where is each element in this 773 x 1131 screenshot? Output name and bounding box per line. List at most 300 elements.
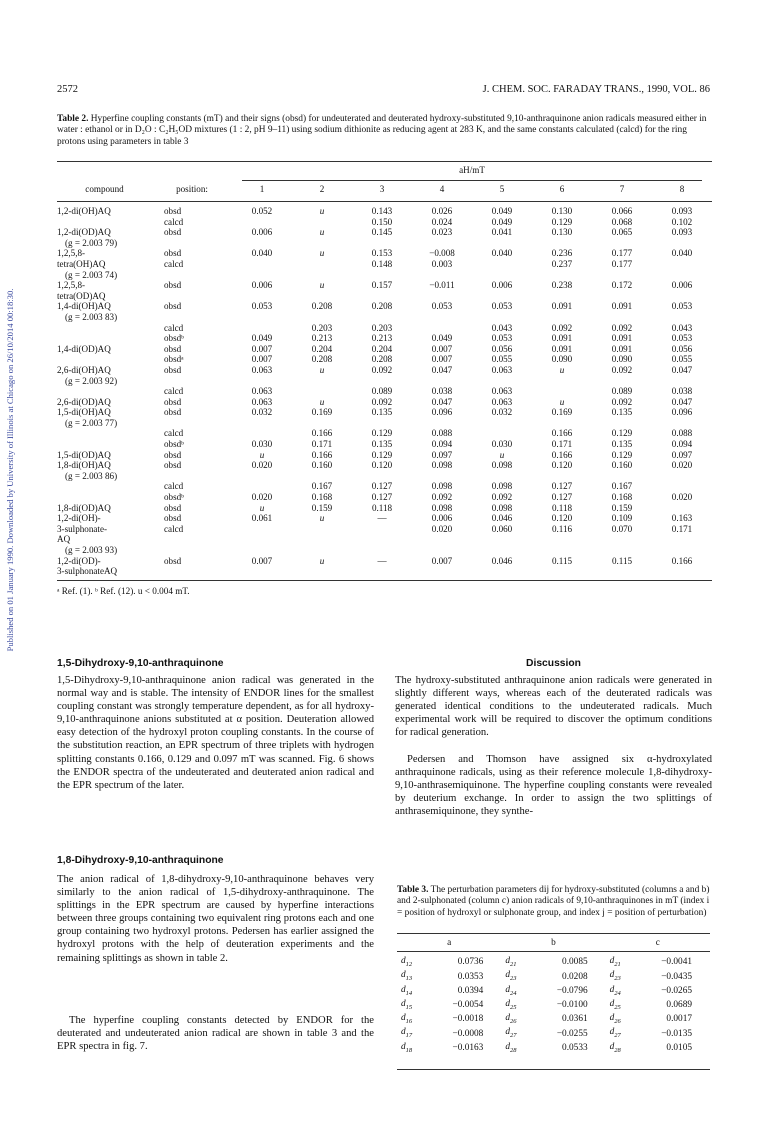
table2-value-cell: 0.007: [251, 555, 273, 566]
table2-value-cell: [292, 376, 352, 387]
table2-value-cell: [232, 566, 292, 577]
table2-value-cell: 0.098: [491, 502, 513, 513]
table2-value-cell: [232, 376, 292, 387]
table2-value-cell: [592, 566, 652, 577]
table-row: [57, 312, 712, 323]
table2-col-position: position:: [176, 184, 208, 194]
table2-value-cell: 0.026: [431, 206, 453, 216]
table2-value-cell: 0.098: [491, 481, 513, 492]
table2-value-cell: u: [259, 502, 265, 513]
table2-value-cell: [592, 312, 652, 323]
table2-compound-cell: 2,6-di(OH)AQ: [57, 364, 111, 375]
table2-value-cell: [472, 418, 532, 429]
table2-value-cell: 0.003: [431, 258, 453, 269]
table2-value-cell: 0.024: [431, 216, 453, 227]
table2-value-cell: 0.090: [611, 354, 633, 365]
table2-compound-cell: tetra(OH)AQ: [57, 258, 106, 269]
table2-value-cell: 0.098: [431, 481, 453, 492]
table2-value-cell: 0.109: [611, 513, 633, 524]
table2-value-cell: [652, 566, 712, 577]
table3-param-cell: $d_{28}$: [505, 1041, 517, 1054]
table2-value-cell: 0.102: [671, 216, 693, 227]
table2-value-cell: [472, 291, 532, 302]
table2-value-cell: 0.038: [431, 386, 453, 397]
table2-value-cell: [652, 418, 712, 429]
table2-value-cell: 0.049: [491, 206, 513, 216]
table2-compound-cell: 1,4-di(OD)AQ: [57, 343, 111, 354]
table2-value-cell: [292, 270, 352, 281]
table2-value-cell: [352, 471, 412, 482]
table2-value-cell: 0.053: [671, 333, 693, 344]
table2-value-cell: 0.032: [491, 407, 513, 418]
table2-value-cell: 0.053: [491, 333, 513, 344]
table2-value-cell: 0.127: [551, 492, 573, 503]
table2-value-cell: [292, 545, 352, 556]
table2-compound-cell: 3-sulphonateAQ: [57, 566, 118, 577]
table2-value-cell: 0.052: [251, 206, 273, 216]
table2-value-cell: 0.116: [551, 523, 573, 534]
table3-param-cell: $d_{23}$: [609, 970, 621, 983]
table2-value-cell: 0.055: [491, 354, 513, 365]
table2-value-cell: 0.171: [671, 523, 693, 534]
table2-value-cell: u: [559, 364, 565, 375]
table2-value-cell: 0.047: [671, 364, 693, 375]
table2-value-cell: 0.169: [551, 407, 573, 418]
table2-value-cell: [352, 534, 412, 545]
table2-value-cell: 0.160: [311, 460, 333, 471]
table2-type-cell: [152, 270, 232, 281]
table2-compound-cell: 1,2,5,8-: [57, 248, 86, 259]
table2-value-cell: 0.006: [491, 280, 513, 291]
table2-value-cell: u: [259, 449, 265, 460]
table2-type-cell: [152, 418, 232, 429]
table2-value-cell: 0.093: [671, 227, 693, 238]
table3-value-cell: −0.0054: [452, 1000, 484, 1011]
table2-value-cell: 0.020: [671, 460, 693, 471]
table2-value-cell: [472, 376, 532, 387]
table2-type-cell: obsd: [164, 343, 182, 354]
running-header: J. CHEM. SOC. FARADAY TRANS., 1990, VOL. 86: [482, 84, 710, 95]
table2-value-cell: 0.120: [371, 460, 393, 471]
table2-col-pos-5: 5: [499, 184, 505, 194]
table-row: [57, 460, 712, 471]
table2-value-cell: 0.213: [371, 333, 393, 344]
table2-value-cell: 0.097: [671, 449, 693, 460]
table3-param-cell: $d_{21}$: [505, 956, 517, 968]
table2-value-cell: [232, 312, 292, 323]
table2-value-cell: [532, 386, 592, 397]
table2-value-cell: u: [559, 396, 565, 407]
table2-value-cell: [592, 270, 652, 281]
table2-value-cell: 0.171: [551, 439, 573, 450]
table2-value-cell: 0.046: [491, 513, 513, 524]
table2-type-cell: obsd: [164, 460, 182, 471]
table2-value-cell: [592, 238, 652, 249]
table-row: [57, 376, 712, 387]
table2-value-cell: 0.053: [491, 301, 513, 312]
table-row: [57, 344, 712, 355]
table2-value-cell: 0.006: [431, 513, 453, 524]
table2-value-cell: [352, 376, 412, 387]
table2-value-cell: [292, 217, 352, 228]
table2-value-cell: 0.007: [251, 354, 273, 365]
table2-type-cell: [152, 312, 232, 323]
table-row: [57, 217, 712, 228]
table2-value-cell: u: [319, 513, 325, 524]
table2-value-cell: [232, 418, 292, 429]
page-number: 2572: [57, 84, 78, 95]
table3-caption: [397, 885, 710, 919]
table2-bottom-rule: [57, 580, 712, 581]
table2-value-cell: [652, 545, 712, 556]
table2-value-cell: 0.056: [491, 343, 513, 354]
table3-param-cell: $d_{25}$: [609, 998, 621, 1011]
table3-value-cell: −0.0163: [452, 1043, 484, 1054]
table2-value-cell: [532, 418, 592, 429]
table2-value-cell: 0.092: [491, 492, 513, 503]
table2-value-cell: 0.030: [251, 439, 273, 450]
table2-value-cell: u: [499, 449, 505, 460]
table3-value-cell: −0.0041: [661, 957, 692, 968]
table2-value-cell: 0.145: [371, 227, 393, 238]
table2-value-cell: 0.063: [491, 396, 513, 407]
table-row: [57, 481, 712, 492]
table2-value-cell: 0.091: [611, 343, 633, 354]
table3-value-cell: 0.0533: [562, 1043, 588, 1054]
table-row: [57, 545, 712, 556]
table2-value-cell: [532, 291, 592, 302]
table-row: [57, 524, 712, 535]
table2-value-cell: 0.208: [371, 354, 393, 365]
table2-value-cell: 0.120: [551, 460, 573, 471]
table2-col-pos-8: 8: [679, 184, 685, 194]
table2-value-cell: 0.092: [611, 396, 633, 407]
table2-value-cell: 0.088: [431, 428, 453, 439]
table2-value-cell: [232, 471, 292, 482]
table2-value-cell: [232, 545, 292, 556]
table2-value-cell: 0.055: [671, 354, 693, 365]
table2-value-cell: [232, 270, 292, 281]
table2-value-cell: 0.168: [611, 492, 633, 503]
table2-value-cell: [292, 534, 352, 545]
table2-value-cell: 0.159: [311, 502, 333, 513]
table2-value-cell: 0.040: [491, 248, 513, 259]
table2-value-cell: [232, 291, 292, 302]
table2-value-cell: [412, 418, 472, 429]
table2-value-cell: [352, 312, 412, 323]
table-row: [397, 970, 710, 984]
table2-value-cell: 0.091: [611, 333, 633, 344]
table2-value-cell: [292, 238, 352, 249]
table3-value-cell: −0.0008: [452, 1028, 484, 1039]
table3-value-cell: −0.0255: [556, 1028, 588, 1039]
table2-value-cell: 0.049: [251, 333, 273, 344]
table2-value-cell: 0.153: [371, 248, 393, 259]
table2-value-cell: [352, 566, 412, 577]
table2-value-cell: [412, 534, 472, 545]
table2-value-cell: 0.038: [671, 386, 693, 397]
table2-value-cell: [292, 386, 352, 397]
table2-value-cell: 0.089: [611, 386, 633, 397]
download-notice-text: Published on 01 January 1990. Downloaded by University of Illinois at Chicago on 26/10/2014 00:18:30.: [5, 288, 15, 652]
table2-value-cell: [592, 471, 652, 482]
table-row: [57, 248, 712, 259]
table2-value-cell: 0.049: [491, 216, 513, 227]
table2-type-cell: [152, 238, 232, 249]
table2-value-cell: 0.135: [371, 407, 393, 418]
table2-value-cell: 0.129: [551, 216, 573, 227]
table3-param-cell: $d_{13}$: [401, 970, 413, 983]
table-row: [57, 534, 712, 545]
table2-value-cell: 0.208: [371, 301, 393, 312]
table2-value-cell: 0.203: [311, 322, 333, 333]
table2-value-cell: [652, 471, 712, 482]
table2-value-cell: [532, 238, 592, 249]
table2-value-cell: [592, 418, 652, 429]
table2-value-cell: 0.135: [611, 407, 633, 418]
table2-type-cell: calcd: [164, 386, 184, 397]
table-row: [57, 556, 712, 567]
table2-type-cell: obsd: [164, 206, 182, 216]
table2-value-cell: [232, 481, 292, 492]
table2-compound-cell: [57, 492, 152, 503]
table2-value-cell: [652, 291, 712, 302]
table2-value-cell: 0.166: [311, 428, 333, 439]
table2-value-cell: 0.096: [671, 407, 693, 418]
table2-type-cell: obsdᵃ: [164, 354, 184, 365]
table2-value-cell: 0.032: [251, 407, 273, 418]
table2-value-cell: 0.120: [551, 513, 573, 524]
table2-value-cell: [592, 376, 652, 387]
table2-type-cell: obsdᵇ: [164, 492, 184, 503]
table3-value-cell: 0.0394: [457, 985, 484, 996]
table2-compound-cell: [57, 217, 152, 228]
table2: [57, 165, 712, 577]
table2-value-cell: 0.020: [251, 460, 273, 471]
table2-value-cell: [532, 471, 592, 482]
table2-value-cell: [292, 312, 352, 323]
discussion-para-2: Pedersen and Thomson have assigned six α-hydroxylated anthraquinone radicals, using as their reference molecule 1,8-dihydroxy-9,10-anthrasemiquinone. The hyperfine coupling constants were revealed by deuterium exchange. In order to assign the two splittings of anthrasemiquinone, they synthe-: [395, 754, 712, 818]
table-row: [57, 503, 712, 514]
table2-value-cell: 0.049: [431, 333, 453, 344]
table3-col-c: c: [655, 937, 660, 948]
table2-value-cell: [472, 259, 532, 270]
table3-value-cell: 0.0085: [562, 957, 588, 968]
table2-col-pos-2: 2: [319, 184, 325, 194]
table3-value-cell: 0.0208: [562, 971, 588, 982]
table2-value-cell: 0.127: [371, 492, 393, 503]
table2-value-cell: [232, 524, 292, 535]
table2-value-cell: 0.020: [431, 523, 453, 534]
table2-col-pos-3: 3: [379, 184, 385, 194]
table2-compound-cell: (g = 2.003 86): [65, 470, 118, 481]
table2-value-cell: 0.092: [611, 364, 633, 375]
table3-caption-label: Table 3.: [397, 885, 429, 895]
table2-col-pos-7: 7: [619, 184, 625, 194]
table3-param-cell: $d_{14}$: [401, 984, 413, 997]
table2-value-cell: 0.115: [551, 555, 573, 566]
table2-value-cell: 0.090: [551, 354, 573, 365]
table2-value-cell: 0.094: [431, 439, 453, 450]
table2-value-cell: 0.043: [491, 322, 513, 333]
table2-value-cell: 0.166: [551, 449, 573, 460]
table2-value-cell: 0.171: [311, 439, 333, 450]
table2-value-cell: [592, 545, 652, 556]
table2-value-cell: u: [319, 206, 325, 216]
table3-caption-text: The perturbation parameters dij for hydroxy-substituted (columns a and b) and 2-sulphonated (column c) anion radicals of 9,10-anthraquinones in mT (index i = position of hydroxyl or sulphonate group, and index j = position of perturbation): [397, 885, 710, 918]
table2-value-cell: [412, 270, 472, 281]
table2-value-cell: 0.172: [611, 280, 633, 291]
table2-value-cell: [412, 545, 472, 556]
table2-value-cell: 0.091: [611, 301, 633, 312]
section-heading-18: 1,8-Dihydroxy-9,10-anthraquinone: [57, 855, 224, 866]
table-row: [57, 354, 712, 365]
table2-value-cell: [532, 376, 592, 387]
table2-value-cell: 0.046: [491, 555, 513, 566]
table2-value-cell: 0.097: [431, 449, 453, 460]
table2-value-cell: [412, 323, 472, 334]
table2-type-cell: calcd: [164, 428, 184, 439]
table2-compound-cell: (g = 2.003 93): [65, 545, 118, 555]
table2-value-cell: 0.063: [491, 386, 513, 397]
table-row: [57, 428, 712, 439]
table3-value-cell: −0.0796: [556, 985, 588, 996]
table2-caption-text: Hyperfine coupling constants (mT) and their signs (obsd) for undeuterated and deuterated hydroxy-substituted 9,10-anthraquinone anion radicals measured either in water : ethanol or in D₂O : C₂H₅OD mixtures (1 : 2, pH 9–11) using sodium dithionite as reducing agent at 283 K, and the same constants calculated (calcd) for the ring protons using parameters in table 3: [57, 114, 707, 147]
table3-param-cell: $d_{15}$: [401, 998, 413, 1011]
table2-value-cell: 0.096: [431, 407, 453, 418]
table-row: [57, 270, 712, 281]
table2-value-cell: [652, 534, 712, 545]
table2-value-cell: 0.053: [671, 301, 693, 312]
table2-type-cell: obsdᵇ: [164, 439, 184, 450]
table2-compound-cell: 1,4-di(OH)AQ: [57, 301, 111, 312]
table-row: [57, 259, 712, 270]
table2-value-cell: 0.040: [251, 248, 273, 259]
table2-value-cell: u: [319, 227, 325, 238]
table3-param-cell: $d_{26}$: [609, 1013, 621, 1025]
table2-value-cell: 0.208: [311, 301, 333, 312]
table-row: [397, 1013, 710, 1027]
table3-value-cell: −0.0135: [661, 1028, 692, 1039]
table3-param-cell: $d_{12}$: [401, 956, 413, 968]
table2-compound-cell: tetra(OD)AQ: [57, 290, 106, 301]
table2-value-cell: 0.129: [371, 449, 393, 460]
table2-value-cell: [472, 238, 532, 249]
table2-compound-cell: (g = 2.003 79): [65, 237, 118, 248]
table3-param-cell: $d_{24}$: [505, 984, 517, 997]
table2-compound-cell: 1,2-di(OD)AQ: [57, 227, 111, 238]
table2-value-cell: [412, 291, 472, 302]
table2-value-cell: [532, 312, 592, 323]
table2-value-cell: 0.020: [671, 492, 693, 503]
table2-value-cell: u: [319, 248, 325, 259]
table3-param-cell: $d_{25}$: [505, 998, 517, 1011]
table3-param-cell: $d_{27}$: [609, 1027, 621, 1040]
table2-value-cell: 0.006: [251, 227, 273, 238]
table2-value-cell: 0.135: [371, 439, 393, 450]
table-row: [57, 227, 712, 238]
table2-value-cell: 0.129: [371, 428, 393, 439]
table3-value-cell: 0.0353: [457, 971, 484, 982]
table2-value-cell: [292, 259, 352, 270]
table2-value-cell: [352, 524, 412, 535]
table3-param-cell: $d_{18}$: [401, 1041, 413, 1054]
table2-type-cell: obsd: [164, 407, 182, 418]
table2-value-cell: 0.098: [431, 460, 453, 471]
table2-value-cell: 0.023: [431, 227, 453, 238]
table2-value-cell: [412, 312, 472, 323]
section-15-body: 1,5-Dihydroxy-9,10-anthraquinone anion radical was generated in the normal way and is stable. The intensity of ENDOR lines for the smallest coupling constant was strongly temperature dependent, as for all hydroxy-9,10-anthraquinone anions substituted at α position. Deuteration allowed easy detection of the hydroxyl proton coupling constants. In the course of the substitution reaction, an EPR spectrum of three triplets with hydrogen splitting constants 0.166, 0.129 and 0.097 mT was scanned. Fig. 6 shows the ENDOR spectra of the undeuterated and deuterated anion radical and the EPR spectrum of the later.: [57, 675, 374, 791]
table3-value-cell: 0.0361: [562, 1014, 588, 1025]
table2-value-cell: 0.213: [311, 333, 333, 344]
table2-value-cell: 0.163: [671, 513, 693, 524]
table2-compound-cell: [57, 481, 152, 492]
table2-value-cell: [592, 291, 652, 302]
table2-value-cell: u: [319, 280, 325, 291]
table2-value-cell: [472, 428, 532, 439]
table2-value-cell: 0.236: [551, 248, 573, 259]
table-row: [57, 471, 712, 482]
section-heading-discussion: Discussion: [526, 658, 581, 669]
table2-type-cell: [152, 471, 232, 482]
table2-value-cell: 0.063: [251, 364, 273, 375]
table2-value-cell: [652, 312, 712, 323]
table3-param-cell: $d_{27}$: [505, 1027, 517, 1040]
section-18-para-2: The hyperfine coupling constants detected by ENDOR for the deuterated and undeuterated anion radical are shown in table 3 and the EPR spectra in fig. 7.: [57, 1015, 374, 1053]
table2-col-pos-1: 1: [259, 184, 265, 194]
table2-compound-cell: [57, 428, 152, 439]
table2-value-cell: 0.063: [251, 396, 273, 407]
table-row: [57, 439, 712, 450]
table3-param-cell: $d_{17}$: [401, 1027, 413, 1040]
table3-value-cell: −0.0265: [661, 985, 692, 996]
table-row: [57, 365, 712, 376]
table3-value-cell: 0.0689: [666, 1000, 692, 1011]
table2-value-cell: 0.237: [551, 258, 573, 269]
table2-value-cell: 0.092: [611, 322, 633, 333]
table2-value-cell: 0.070: [611, 523, 633, 534]
table2-value-cell: 0.053: [251, 301, 273, 312]
table2-value-cell: 0.130: [551, 206, 573, 216]
table2-value-cell: 0.203: [371, 322, 393, 333]
table2-value-cell: 0.060: [491, 523, 513, 534]
table3-value-cell: 0.0736: [457, 957, 484, 968]
table2-value-cell: [652, 259, 712, 270]
table2-value-cell: u: [319, 555, 325, 566]
table2-compound-cell: [57, 323, 152, 334]
table2-value-cell: 0.088: [671, 428, 693, 439]
table-row: [397, 1027, 710, 1041]
table2-value-cell: u: [319, 364, 325, 375]
table2-value-cell: 0.092: [551, 322, 573, 333]
table2-type-cell: obsd: [164, 449, 182, 460]
table2-value-cell: u: [319, 396, 325, 407]
table2-value-cell: [352, 291, 412, 302]
table-row: [57, 407, 712, 418]
table2-value-cell: 0.091: [551, 343, 573, 354]
table2-col-compound: compound: [85, 184, 124, 194]
table2-value-cell: 0.115: [611, 555, 633, 566]
table2-type-cell: calcd: [164, 523, 184, 534]
table2-value-cell: 0.098: [491, 460, 513, 471]
table2-value-cell: 0.047: [431, 396, 453, 407]
table2-value-cell: 0.238: [551, 280, 573, 291]
table2-value-cell: —: [377, 513, 387, 524]
table-row: [57, 418, 712, 429]
table2-type-cell: calcd: [164, 481, 184, 492]
table2-value-cell: 0.204: [311, 343, 333, 354]
table2-value-cell: 0.030: [491, 439, 513, 450]
